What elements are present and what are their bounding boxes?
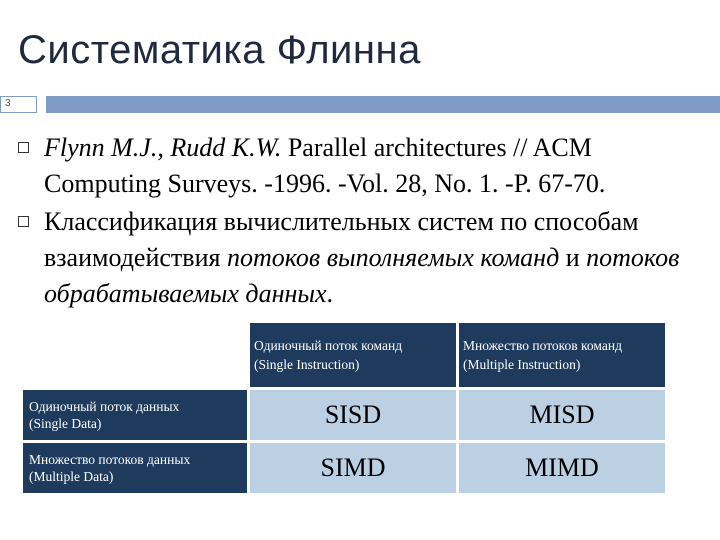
cell-simd: SIMD [250, 443, 456, 493]
slide-number: 3 [5, 98, 11, 109]
header-stripe [46, 96, 720, 113]
column-header-line1: Множество потоков команд [463, 338, 622, 353]
slide-title: Систематика Флинна [18, 28, 421, 72]
row-header-line2: (Multiple Data) [29, 469, 114, 484]
bullet-item-reference [18, 130, 708, 202]
classification-text-2: потоков выполняемых команд [226, 243, 560, 272]
table-row [23, 390, 665, 440]
cell-misd: MISD [459, 390, 665, 440]
cell-sisd: SISD [250, 390, 456, 440]
classification-text-1: Классификация вычислительных систем по способам взаимодействия [44, 207, 639, 272]
reference-details: Parallel architectures // ACM Computing Surveys. -1996. -Vol. 28, No. 1. -P. 67-70. [44, 133, 606, 198]
reference-authors: Flynn M.J., Rudd K.W. [44, 133, 282, 162]
square-bullet-icon [18, 142, 29, 153]
column-header-line1: Одиночный поток команд [254, 338, 403, 353]
classification-text-3: и [559, 243, 587, 272]
row-header-single-data [23, 390, 247, 440]
table-corner [23, 323, 247, 387]
classification-text-4: потоков обрабатываемых данных [44, 243, 680, 308]
table-row [23, 443, 665, 493]
table-header-row [23, 323, 665, 387]
column-header-line2: (Multiple Instruction) [463, 357, 581, 372]
row-header-line1: Одиночный поток данных [29, 399, 180, 414]
square-bullet-icon [18, 216, 29, 227]
bullet-list [18, 130, 708, 314]
row-header-line2: (Single Data) [29, 416, 102, 431]
slide-number-box [0, 96, 37, 113]
row-header-multiple-data [23, 443, 247, 493]
column-header-single-instruction [250, 323, 456, 387]
column-header-line2: (Single Instruction) [254, 357, 360, 372]
column-header-multiple-instruction [459, 323, 665, 387]
slide-number-bar [0, 96, 720, 113]
classification-text-5: . [326, 279, 334, 308]
cell-mimd: MIMD [459, 443, 665, 493]
bullet-item-classification [18, 204, 708, 312]
row-header-line1: Множество потоков данных [29, 452, 191, 467]
flynn-table [20, 320, 668, 496]
